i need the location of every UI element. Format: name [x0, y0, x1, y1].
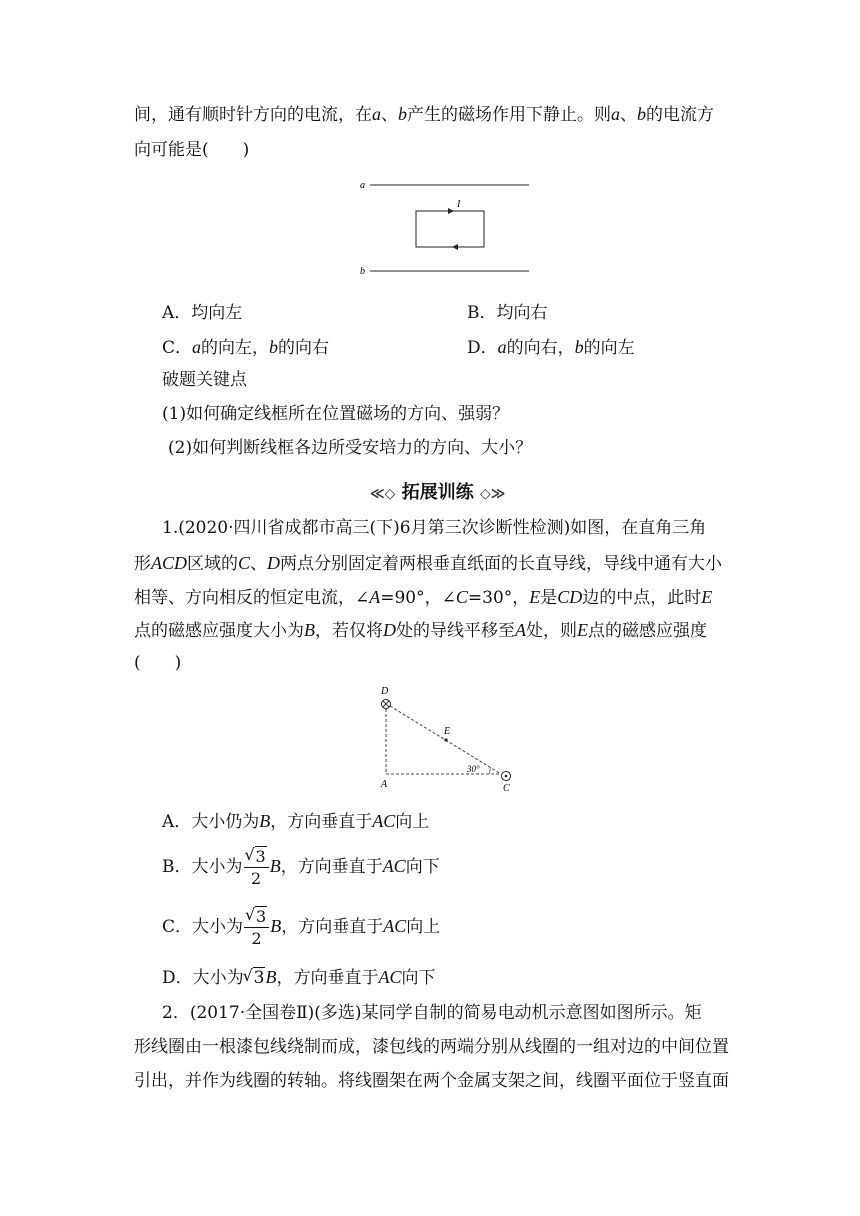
fraction-sqrt3-over-2: √ $\frac{3}{2}$ — [244, 909, 269, 947]
angle-label: 30° — [467, 764, 480, 774]
q1-option-d: D．大小为√ 3B，方向垂直于AC向下 — [162, 967, 435, 988]
q1-option-c: C．大小为 √ $\frac{3}{2}$ B，方向垂直于AC向上 — [162, 903, 440, 950]
point-e — [444, 738, 447, 741]
triangle-figure — [372, 684, 522, 796]
label-a: a — [360, 180, 365, 191]
q2-line-2: 形线圈由一根漆包线绕制而成，漆包线的两端分别从线圈的一组对边的中间位置 — [134, 1037, 729, 1057]
q1-line-2: 形ACD区域的C、D两点分别固定着两根垂直纸面的长直导线，导线中通有大小 — [134, 553, 723, 574]
prev-option-b: B．均向右 — [467, 303, 548, 323]
q1-line-5: ( ) — [134, 653, 182, 673]
label-a-vertex: A — [381, 779, 388, 790]
prev-question-line-2: 向可能是( ) — [134, 140, 250, 160]
key-point-1: (1)如何确定线框所在位置磁场的方向、强弱？ — [162, 404, 510, 424]
section-banner: ≪◇ 拓展训练 ◇≫ — [370, 482, 506, 503]
sqrt-3: √ 3 — [244, 968, 266, 988]
q2-line-3: 引出，并作为线圈的转轴。将线圈架在两个金属支架之间，线圈平面位于竖直面 — [134, 1071, 729, 1091]
key-point-2: (2)如何判断线框各边所受安培力的方向、大小？ — [168, 438, 533, 458]
label-b: b — [360, 266, 365, 277]
current-loop — [416, 211, 484, 247]
label-e: E — [444, 726, 451, 737]
prev-option-a: A．均向左 — [162, 303, 243, 323]
key-points-title: 破题关键点 — [162, 370, 247, 390]
arrow-top — [448, 208, 454, 214]
angle-arc — [489, 767, 490, 774]
banner-ornament-left: ≪◇ — [370, 486, 396, 502]
q1-option-a: A．大小仍为B，方向垂直于AC向上 — [162, 811, 430, 832]
label-i: I — [457, 199, 461, 210]
prev-option-d: D．a的向右，b的向左 — [467, 337, 635, 358]
banner-ornament-right: ◇≫ — [480, 486, 506, 502]
prev-option-c: C．a的向左，b的向右 — [162, 337, 330, 358]
q1-option-b: B．大小为 √ $\frac{3}{2}$ B，方向垂直于AC向下 — [162, 843, 440, 890]
q1-line-3: 相等、方向相反的恒定电流，∠A=90°，∠C=30°，E是CD边的中点，此时E — [134, 587, 713, 608]
label-d: D — [381, 686, 389, 697]
fraction-sqrt3-over-2: √ $\frac{3}{2}$ — [244, 849, 269, 887]
q1-line-4: 点的磁感应强度大小为B，若仅将D处的导线平移至A处，则E点的磁感应强度 — [134, 620, 707, 641]
q2-line-1: 2．(2017·全国卷Ⅱ)(多选)某同学自制的简易电动机示意图如图所示。矩 — [162, 1003, 702, 1023]
prev-question-line-1: 间，通有顺时针方向的电流，在a、b产生的磁场作用下静止。则a、b的电流方 — [134, 104, 714, 125]
wire-loop-figure — [356, 176, 536, 280]
label-c: C — [503, 783, 510, 794]
q1-line-1: 1.(2020·四川省成都市高三(下)6月第三次诊断性检测)如图，在直角三角 — [162, 518, 707, 538]
arrow-bottom — [452, 244, 458, 250]
